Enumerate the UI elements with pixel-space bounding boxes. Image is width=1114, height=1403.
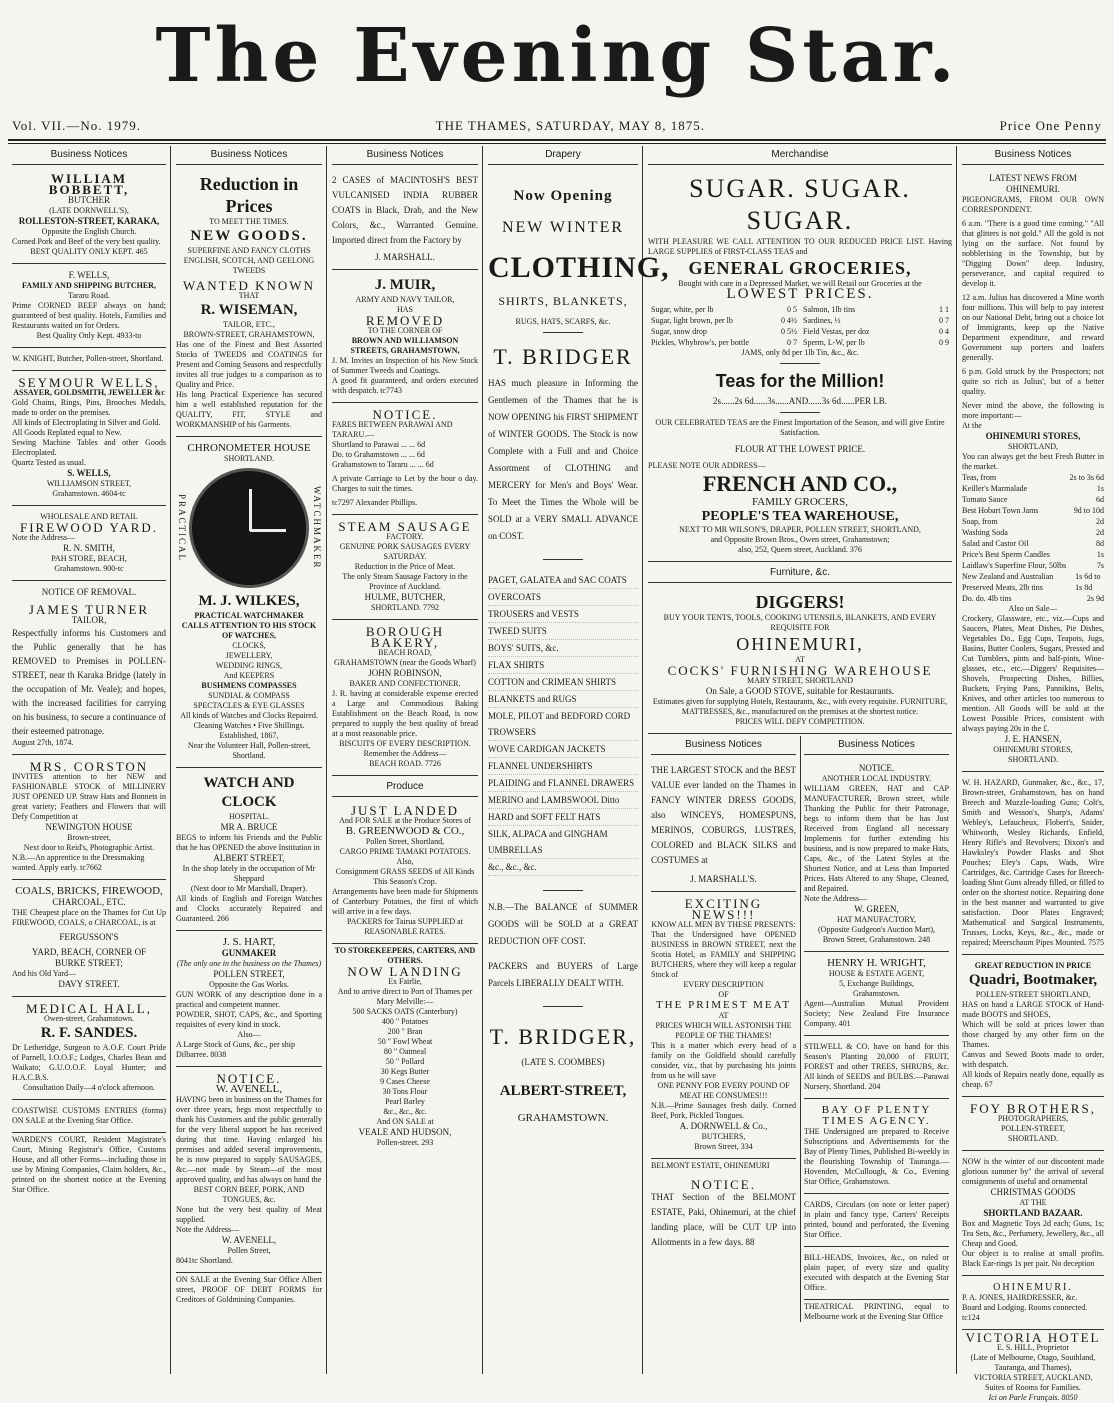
section-header: Business Notices [176, 146, 322, 165]
place-date: THE THAMES, SATURDAY, MAY 8, 1875. [435, 118, 706, 133]
business-notices-split: Business Notices THE LARGEST STOCK and the BEST VALUE ever landed on the Thames in FANCY WINTER DRESS GOODS, also WINCEYS, HOMESPUNS, MERINOS, COBURGS, LUSTRES, COLORED and BLACK SILKS and COSTUMES at J. MARSHALL'S. EXCITING NEWS!!! KNOW ALL MEN BY THESE PRESENTS: That the Undersigned have OPENED BUSINESS in BROWN STREET, next the Scotia Hotel, as FAMILY and SHIPPING BUTCHERS, where they will keep a regular Stock of EVERY DESCRIPTION OF THE PRIMEST MEAT AT PRICES WHICH WILL ASTONISH THE PEOPLE OF THE THAMES! This is a matter which every head of a family on the Goldfield should carefully consider, viz., that by purchasing his joints from us he will save ONE PENNY FOR EVERY POUND OF MEAT HE CONSUMES!!! N.B.—Prime Sausages fresh daily. Corned Beef, Pork, Pickled Tongues. A. DORNWELL & Co., BUTCHERS, Brown Street, 334 BELMONT ESTATE, OHINEMURI NOTICE. THAT Section of the BELMONT ESTATE, Paki, Ohinemuri, at the chief landing place, will be CUT UP into Allotments in a few days. 88 Business Notices NOTICE. ANOTHER LOCAL INDUSTRY. WILLIAM GREEN, HAT and CAP MANUFACTURER, Brown street, while Thanking the Public for their Patronage, begs to inform them that he has Just Received from England all necessary Implements for further extending his business, and is now prepared to make Hats, Caps, &c., of the Latest Styles at the Shortest Notice, and at Less than Imported Prices. Hats Altered to any Shape, Cleaned, and Repaired. Note the Address— W. GREEN, HAT MANUFACTORY, (Opposite Gudgeon's Auction Mart), Brown Street, Grahamstown. 248 HENRY H. WRIGHT, HOUSE & ESTATE AGENT, 5, Exchange Buildings, Grahamstown. Agent—Australian Mutual Provident Society; New Zealand Fire Insurance Company. 401 STILWELL & CO. have on hand for this Season's Planting 20,000 of FRUIT, FOREST and other TREES, SHRUBS, &c. All kinds of SEEDS and BULBS.—Parawai Nursery, Shortland. 204 BAY OF PLENTY TIMES AGENCY. THE Undersigned are prepared to Receive Subscriptions and Advertisements for the Bay of Plenty Times, Published Bi-weekly in the flourishing Township of Tauranga.—Hovenden, McCullough, & Co., Evening Star Office, Grahamstown. CARDS, Circulars (on note or letter paper) in plain and fancy type. Carters' Receipts printed, bound and perforated, the Evening Star Office. BILL-HEADS, Invoices, &c., on ruled or plain paper, of every size and quality executed with despatch at the Evening Star Office. THEATRICAL PRINTING, equal to Melbourne work at the Evening Star Office [648, 736, 952, 1322]
ad-shortland-bazaar: NOW is the winter of our discontent made glorious summer by" the arrival of several consignments of useful and ornamental CHRISTMAS GOODS AT THE SHORTLAND BAZAAR. Box and Magnetic Toys 2d each; Guns, 1s; Tea Sets, &c., Perfumery, Jewellery, &c., all Cheap and Good. Our object is to realise at small profits. Black Ear-rings 1s per pair. No deception [962, 1153, 1104, 1276]
ad-coastwise: COASTWISE CUSTOMS ENTRIES (forms) ON SALE at the Evening Star Office. [12, 1102, 166, 1133]
ad-marshalls-dress-goods: THE LARGEST STOCK and the BEST VALUE ever landed on the Thames in FANCY WINTER DRESS GOODS, also WINCEYS, HOMESPUNS, MERINOS, COBURGS, LUSTRES, COLORED and BLACK SILKS and COSTUMES at J. MARSHALL'S. [651, 759, 796, 892]
ad-victoria-hotel: VICTORIA HOTEL E. S. HILL, Proprietor (Late of Melbourne, Otago, Southland, Tauranga, and Thames), VICTORIA STREET, AUCKLAND, Suites of Rooms for Families. Ici on Parle Français. 8050 [965, 1330, 1101, 1402]
ad-greenwood: JUST LANDED And FOR SALE at the Produce Stores of B. GREENWOOD & CO., Pollen Street, Shortland, CARGO PRIME TAMAKI POTATOES. Also, Consignment GRASS SEEDS of All Kinds This Season's Crop. Arrangements have been made for Shipments of Canterbury Potatoes, the first of which will arrive in a few days. PACKERS for Tairua SUPPLIED at REASONABLE RATES. [332, 801, 478, 944]
section-header: Merchandise [648, 146, 952, 165]
ad-stilwell: STILWELL & CO. have on hand for this Season's Planting 20,000 of FRUIT, FOREST and other TREES, SHRUBS, &c. All kinds of SEEDS and BULBS.—Parawai Nursery, Shortland. 204 [804, 1038, 949, 1099]
column-5 [644, 146, 956, 1374]
ad-bridger: T. BRIDGER HAS much pleasure in Informing the Gentlemen of the Thames that he is NOW OPENING his FIRST SHIPMENT of WINTER GOODS. The Stock is now Complete with a Full and and Choice Assortment of CLOTHING and MERCERY for Men's and Boys' Wear. To Meet the Times the Whole will be SOLD at a VERY SMALL ADVANCE on COST. [488, 343, 638, 560]
stores-price-list: Teas, from 2s to 3s 6d Keiller's Marmalade 1s Tomato Sauce 6d Best Hobart Town Jams 9d to 10d Soap, from 2d Washing Soda 2d Salad and Castor Oil 8d Price's Best Sperm Candles 1s Laidlaw's Superfine Flour, 50lbs 7s New Zealand and Australian Preserved Meats, 2lb tins 1s 6d to 1s 8d Do. do. 4lb tins 2s 9d [962, 473, 1104, 603]
column-3 [328, 146, 482, 1374]
balance-notice: N.B.—The BALANCE of SUMMER GOODS will be SOLD at a GREAT REDUCTION OFF COST. PACKERS and BUYERS of Large Parcels LIBERALLY DEALT WITH. [488, 899, 638, 1007]
volume-number: Vol. VII.—No. 1979. [12, 118, 142, 133]
ad-chronometer-house: CHRONOMETER HOUSE SHORTLAND. PRACTICAL WATCHMAKER M. J. WILKES, PRACTICAL WATCHMAKER CALLS ATTENTION TO HIS STOCK OF WATCHES, CLOCKS, JEWELLERY, WEDDING RINGS, And KEEPERS BUSHMENS COMPASSES SUNDIAL & COMPASS SPECTACLES & EYE GLASSES All kinds of Watches and Clocks Repaired. Cleaning Watches • Five Shillings. Established, 1867, Near the Volunteer Hall, Pollen-street, Shortland. [176, 439, 322, 768]
column-divider [170, 146, 171, 1374]
column-1 [8, 146, 170, 1374]
ad-quadri-bootmaker: GREAT REDUCTION IN PRICE Quadri, Bootmaker, POLLEN-STREET SHORTLAND, HAS on hand a LARGE STOCK of Hand-made BOOTS and SHOES, Which will be sold at prices lower than those charged by any other firm on the Thames. Canvas and Sewed Boots made to order, with despatch. All kinds of Repairs neatly done, equally as cheap. 67 [962, 957, 1104, 1097]
ad-wells-butcher: F. WELLS, FAMILY AND SHIPPING BUTCHER, Tararu Road. Prime CORNED BEEF always on hand; guaranteed of best quality. Hotels, Families and Restaurants waited on for Orders. Best Quality Only Kept. 4933-to [12, 266, 166, 348]
section-header-furniture: Furniture, &c. [648, 564, 952, 583]
newspaper-title: The Evening Star. [155, 13, 959, 99]
clock-icon [189, 468, 309, 588]
ad-hazard-gunmaker: W. H. HAZARD, Gunmaker, &c., &c., 17, Brown-street, Grahamstown, has on hand Breech and Muzzle-loading Guns; Colt's, Smith and Wesson's, Sharp's, Adams' Webley's, Lefaucheux, Flobert's, Snider, Whitworth, Wesley Richards, Enfield, Henry Rifle's and Revolvers; Dixon's and Hawksley's Powder Flasks and Shot Pouches; Eley's Caps, Wads, Wire Cartridges, &c. Cartridge Cases for Breech-loading Shot Guns already filled, or filled to order on the shortest notice. Repairing done in the best manner and warranted to give satisfaction. Door Plates Engraved; Mathematical and Surgical Instruments, Trusses, Locks, Keys, &c., &c., made or repaired; Meerschaum Pipes Mounted. 7575 [962, 774, 1104, 955]
column-divider [956, 146, 957, 1374]
dateline [12, 114, 1102, 138]
column-divider [326, 146, 327, 1374]
section-header-produce: Produce [332, 778, 478, 797]
ad-borough-bakery: BOROUGH BAKERY, BEACH ROAD, GRAHAMSTOWN (near the Goods Wharf) JOHN ROBINSON, BAKER AND CONFECTIONER. J. R. having at considerable expense erected a Large and Commodious Baking Establishment on the Beach Road, is now prepared to supply the best quality of bread at a most reasonable price. BISCUITS OF EVERY DESCRIPTION. Remember the Address— BEACH ROAD. 7726 [332, 622, 478, 776]
masthead-rule-thin [8, 143, 1106, 144]
column-divider [482, 146, 483, 1374]
ad-bay-of-plenty: BAY OF PLENTY TIMES AGENCY. THE Undersigned are prepared to Receive Subscriptions and Advertisements for the Bay of Plenty Times, Published Bi-weekly in the flourishing Township of Tauranga.—Hovenden, McCullough, & Co., Evening Star Office, Grahamstown. [804, 1101, 949, 1194]
ad-wright-agent: HENRY H. WRIGHT, HOUSE & ESTATE AGENT, 5, Exchange Buildings, Grahamstown. Agent—Australian Mutual Provident Society; New Zealand Fire Insurance Company. 401 [804, 954, 949, 1036]
ad-winter-clothing: Now Opening NEW WINTER CLOTHING, SHIRTS, BLANKETS, RUGS, HATS, SCARFS, &c. [488, 187, 638, 333]
ad-ohinemuri-stores: LATEST NEWS FROM OHINEMURI. PIGEONGRAMS, FROM OUR OWN CORRESPONDENT. 6 a.m. "There is a good time coming." "All that glitters is not gold." All the gold is not lying on the surface. Not found by nobblerising in the Township, but by "Digging Down" deep. Industry, perseverance, and capital required to develop it. 12 a.m. Julius has discovered a Mine worth four millions. This will help to pay interest on our National Debt, bring out a choice lot of Immigrants, keep up the Native Department expenditure, and reward Government sup porters and loafers generally. 6 p.m. Gold struck by the Prospectors; not quite so rich as Julius', but of a better quality. Never mind the above, the following is more important:— At the OHINEMURI STORES, SHORTLAND, You can always get the best Fresh Butter in the market. Teas, from 2s to 3s 6d Keiller's Marmalade 1s Tomato Sauce 6d Best Hobart Town Jams 9d to 10d Soap, from 2d Washing Soda 2d Salad and Castor Oil 8d Price's Best Sperm Candles 1s Laidlaw's Superfine Flour, 50lbs 7s New Zealand and Australian Preserved Meats, 2lb tins 1s 6d to 1s 8d Do. do. 4lb tins 2s 9d Also on Sale— Crockery, Glassware, etc., viz.—Cups and Saucers, Plates, Meat Dishes, Pie Dishes, Vegetables Do., Egg Cups, Teapots, Jugs, Basins, Butter Coolers, Sugars, Pressed and Cut Tumblers, pints and half-pints, Wine-glasses, etc., etc.—Diggers' Requisites—Shovels, Prospecting Dishes, Billies, Buckets, Frying Pans, Pannikins, Belts, Knives, and other articles too numerous to mention. All Goods will be sold at the Lowest Possible Prices, consistent with always paying 20s in the £. J. E. HANSEN, OHINEMURI STORES, SHORTLAND. [962, 169, 1104, 772]
section-header: Drapery [488, 146, 638, 165]
ad-knight: W. KNIGHT, Butcher, Pollen-street, Shortland. [12, 350, 166, 371]
ad-watch-clock-hospital: WATCH AND CLOCK HOSPITAL. MR A. BRUCE BEGS to inform his Friends and the Public that he has OPENED the above Institution in ALBERT STREET, In the shop lately in the occupation of Mr Sheppard (Next door to Mr Marshall, Draper). All kinds of English and Foreign Watches and Clocks accurately Repaired and Guaranteed. 266 [176, 770, 322, 931]
ad-muir-tailor: J. MUIR, ARMY AND NAVY TAILOR, HAS REMOVED TO THE CORNER OF BROWN AND WILLIAMSON STREETS, GRAHAMSTOWN, J. M. Invites an Inspection of his New Stock of Summer Tweeds and Coatings. A good fit guaranteed, and orders executed with despatch. tc7743 [332, 272, 478, 403]
ad-cocks-warehouse: DIGGERS! BUY YOUR TENTS, TOOLS, COOKING UTENSILS, BLANKETS, AND EVERY REQUISITE FOR OHINEMURI, AT COCKS' FURNISHING WAREHOUSE MARY STREET, SHORTLAND On Sale, a GOOD STOVE, suitable for Restaurants. Estimates given for supplying Hotels, Restaurants, &c., with every requisite. FURNITURE, MATTRESSES, &c., manufactured on the premises at the shortest notice. PRICES WILL DEFY COMPETITION. [648, 587, 952, 734]
goods-list: PAGET, GALATEA and SAC COATS OVERCOATS TROUSERS and VESTS TWEED SUITS BOYS' SUITS, &c. FLAX SHIRTS COTTON and CRIMEAN SHIRTS BLANKETS and RUGS MOLE, PILOT and BEDFORD CORD TROWSERS WOVE CARDIGAN JACKETS FLANNEL UNDERSHIRTS PLAIDING and FLANNEL DRAWERS MERINO and LAMBSWOOL Ditto HARD and SOFT FELT HATS SILK, ALPACA and GINGHAM UMBRELLAS &c., &c., &c. [488, 572, 638, 876]
ad-steam-sausage: STEAM SAUSAGE FACTORY. GENUINE PORK SAUSAGES EVERY SATURDAY. Reduction in the Price of Meat. The only Steam Sausage Factory in the Province of Auckland. HULME, BUTCHER, SHORTLAND. 7792 [332, 517, 478, 620]
ad-fares: NOTICE. FARES BETWEEN PARAWAI AND TARARU.— Shortland to Parawai ... ... 6d Do. to Grahamstown ... ... 6d Grahamstown to Tararu ... ... 6d A private Carriage to Let by the hour o day. Charges to suit the times. tc7297 Alexander Phillips. [332, 405, 478, 515]
ad-foy-brothers: FOY BROTHERS, PHOTOGRAPHERS, POLLEN-STREET, SHORTLAND. [962, 1099, 1104, 1151]
ad-hart-gunmaker: J. S. HART, GUNMAKER (The only one in the business on the Thames) POLLEN STREET, Opposite the Gas Works. GUN WORK of any description done in a practical and competent manner. POWDER, SHOT, CAPS, &c., and Sporting requisites of every kind in stock. Also— A Large Stock of Guns, &c., per ship Dilbarree. 8038 [176, 933, 322, 1067]
ad-medical-hall: MEDICAL HALL, Owen-street, Grahamstown. R. F. SANDES. Dr Letheridge, Surgeon to A.O.F. Court Pride of Parnell, I.O.O.F.; Lodges, Charles Bean and Waikato; G.U.O.O.F. Loyal Hunter; and H.A.C.B.S. Consultation Daily—4 o'clock afternoon. [12, 999, 166, 1100]
ad-belmont-estate: BELMONT ESTATE, OHINEMURI NOTICE. THAT Section of the BELMONT ESTATE, Paki, Ohinemuri, at the chief landing place, will be CUT UP into Allotments in a few days. 88 [651, 1161, 796, 1247]
ad-firewood-yard: WHOLESALE AND RETAIL FIREWOOD YARD. Note the Address— R. N. SMITH, PAH STORE, BEACH, Grahamstown. 900-tc [12, 508, 166, 581]
ad-dornwell-butchers: EXCITING NEWS!!! KNOW ALL MEN BY THESE PRESENTS: That the Undersigned have OPENED BUSINESS in BROWN STREET, next the Scotia Hotel, as FAMILY and SHIPPING BUTCHERS, where they will keep a regular Stock of EVERY DESCRIPTION OF THE PRIMEST MEAT AT PRICES WHICH WILL ASTONISH THE PEOPLE OF THE THAMES! This is a matter which every head of a family on the Goldfield should carefully consider, viz., that by purchasing his joints from us he will save ONE PENNY FOR EVERY POUND OF MEAT HE CONSUMES!!! N.B.—Prime Sausages fresh daily. Corned Beef, Pork, Pickled Tongues. A. DORNWELL & Co., BUTCHERS, Brown Street, 334 [651, 894, 796, 1159]
ad-cards: CARDS, Circulars (on note or letter paper) in plain and fancy type. Carters' Receipts printed, bound and perforated, the Evening Star Office. [804, 1196, 949, 1247]
ad-corston: MRS. CORSTON INVITES attention to her NEW and FASHIONABLE STOCK of MILLINERY JUST OPENED UP. Straw Hats and Bonnets in great variety; Feathers and Flowers that will Defy Competition at NEWINGTON HOUSE Brown-street, Next door to Reid's, Photographic Artist. N.B.—An apprentice to the Dressmaking wanted. Apply early. tc7662 [12, 757, 166, 880]
ad-wiseman: Reduction in Prices TO MEET THE TIMES. NEW GOODS. SUPERFINE AND FANCY CLOTHS ENGLISH, SCOTCH, AND GEELONG TWEEDS WANTED KNOWN THAT R. WISEMAN, TAILOR, ETC., BROWN-STREET, GRAHAMSTOWN, Has one of the Finest and Best Assorted Stocks of TWEEDS and COATINGS for Present and Coming Seasons and respectfully invites all true judges to a comparison as to Quality and Price. His long Practical Experience has secured him a well established reputation for the QUALITY, FIT, STYLE and WORKMANSHIP of his Garments. [176, 169, 322, 437]
section-header: Business Notices [332, 146, 478, 165]
ad-french-and-co: SUGAR. SUGAR. SUGAR. WITH PLEASURE WE CALL ATTENTION TO OUR REDUCED PRICE LIST. Having LARGE SUPPLIES of FIRST-CLASS TEAS and GENERAL GROCERIES, Bought with care in a Depressed Market, we will Retail our Groceries at the LOWEST PRICES. Sugar, white, per lb 0 5 Sugar, light brown, per lb 0 4½ Sugar, snow drop 0 5½ Pickles, Whybrow's, per bottle 0 7 Salmon, 1lb tins 1 1 Sardines, ½ 0 7 Field Vestas, per doz 0 4 Sperm, L-W, per lb 0 9 JAMS, only 8d per 1lb Tin, &c., &c. Teas for the Million! 2s......2s 6d......3s......AND......3s 6d......PER LB. OUR CELEBRATED TEAS are the Finest Importation of the Season, and will give Entire Satisfaction. FLOUR AT THE LOWEST PRICE. PLEASE NOTE OUR ADDRESS— FRENCH AND CO., FAMILY GROCERS, PEOPLE'S TEA WAREHOUSE, NEXT TO MR WILSON'S, DRAPER, POLLEN STREET, SHORTLAND, and Opposite Brown Bros., Owen street, Grahamstown; also, 252, Queen street, Auckland. 376 [648, 169, 952, 562]
column-4 [484, 146, 670, 1374]
ad-theatrical-printing: THEATRICAL PRINTING, equal to Melbourne work at the Evening Star Office [804, 1302, 949, 1321]
ad-coals: COALS, BRICKS, FIREWOOD, CHARCOAL, ETC. THE Cheapest place on the Thames for Cut Up FIREWOOD, COALS, o CHARCOAL, is at FERGUSSON'S YARD, BEACH, CORNER OF BURKE STREET; And his Old Yard— DAVY STREET. [12, 882, 166, 997]
section-header: Business Notices [962, 146, 1104, 165]
ad-warden: WARDEN'S COURT, Resident Magistrate's Court, Mining Registrar's Office, Customs House, and all other Forms—including those in use by Mining Companies, Claim holders, &c., printed on the shortest notice at the Evening Star Office. [12, 1135, 166, 1194]
ad-jones-hairdresser: OHINEMURI. P. A. JONES, HAIRDRESSER, &c. Board and Lodging. Rooms connected. tc124 [962, 1278, 1104, 1330]
column-divider [642, 146, 643, 1374]
ad-billheads: BILL-HEADS, Invoices, &c., on ruled or plain paper, of every size and quality executed with despatch at the Evening Star Office. [804, 1249, 949, 1300]
column-6 [958, 146, 1108, 1402]
ad-proof-of-debt: ON SALE at the Evening Star Office Albert street, PROOF OF DEBT FORMS for Creditors of Goldmining Companies. [176, 1275, 322, 1304]
ad-marshall-coats: 2 CASES of MACINTOSH'S BEST VULCANISED INDIA RUBBER COATS in Black, Drab, and the New Colors, &c., Warranted Genuine. Imported direct from the Factory by J. MARSHALL. [332, 169, 478, 270]
ad-avenell: NOTICE. W. AVENELL, HAVING been in business on the Thames for over three years, begs most respectfully to thank his Customers and the public generally for the very liberal support he has received during that time. Having enlarged his premises and added several improvements, he is now prepared to supply SAUSAGES, &c.—not made by Steam—of the most approved quality, and has always on hand the BEST CORN BEEF, PORK, AND TONGUES, &c. None but the very best quality of Meat supplied. Note the Address— W. AVENELL, Pollen Street, 8041tc Shortland. [176, 1069, 322, 1273]
bridger-address: T. BRIDGER, (LATE S. COOMBES) ALBERT-STREET, GRAHAMSTOWN. [489, 1024, 637, 1124]
ad-veale-hudson: TO STOREKEEPERS, CARTERS, AND OTHERS. NOW LANDING Ex Fairlie, And to arrive direct to Port of Thames per Mary Melville:— 500 SACKS OATS (Canterbury) 400 " Potatoes 200 " Bran 50 " Fowl Wheat 80 " Oatmeal 50 " Pollard 30 Kegs Butter 9 Cases Cheese 30 Tons Flour Pearl Barley &c., &c., &c. And ON SALE at VEALE AND HUDSON, Pollen-street. 293 [334, 946, 476, 1147]
ad-seymour-wells: SEYMOUR WELLS, ASSAYER, GOLDSMITH, JEWELLER &c Gold Chains, Rings, Pins, Brooches Medals, made to order on the premises. All kinds of Electroplating in Silver and Gold. All Goods Replated equal to New. Sewing Machine Tables and other Goods Electroplated. Quartz Tested as usual. S. WELLS, WILLIAMSON STREET, Grahamstown. 4604-tc [12, 373, 166, 506]
masthead [0, 0, 1114, 112]
ad-green-hats: NOTICE. ANOTHER LOCAL INDUSTRY. WILLIAM GREEN, HAT and CAP MANUFACTURER, Brown street, while Thanking the Public for their Patronage, begs to inform them that he has Just Received from England all necessary Implements for further extending his business, and is now prepared to make Hats, Caps, &c., of the Latest Styles at the Shortest Notice, and at Less than Imported Prices. Hats Altered to any Shape, Cleaned, and Repaired. Note the Address— W. GREEN, HAT MANUFACTORY, (Opposite Gudgeon's Auction Mart), Brown Street, Grahamstown. 248 [804, 759, 949, 952]
masthead-rule [8, 139, 1106, 141]
section-header: Business Notices [12, 146, 166, 165]
sugar-price-list: Sugar, white, per lb 0 5 Sugar, light brown, per lb 0 4½ Sugar, snow drop 0 5½ Pickles, Whybrow's, per bottle 0 7 Salmon, 1lb tins 1 1 Sardines, ½ 0 7 Field Vestas, per doz 0 4 Sperm, L-W, per lb 0 9 [651, 305, 949, 347]
vertical-label-watchmaker: WATCHMAKER [312, 486, 322, 570]
vertical-label-practical: PRACTICAL [177, 493, 187, 562]
ad-removal-turner: NOTICE OF REMOVAL. JAMES TURNER TAILOR, Respectfully informs his Customers and the Public generally that he has REMOVED to Premises in POLLEN-STREET, near th Karaka Bridge (lately in the occupation of Mr. Veale); and hopes, with the increased facilities for carrying on his business, to secure a continuance of their esteemed patronage. August 27th, 1874. [12, 583, 166, 755]
ad-bobbett: WILLIAM BOBBETT, BUTCHER (LATE DORNWELL'S), ROLLESTON-STREET, KARAKA, Opposite the English Church. Corned Pork and Beef of the very best quality. BEST QUALITY ONLY KEPT. 465 [12, 169, 166, 264]
price: Price One Penny [999, 118, 1102, 133]
column-2 [172, 146, 326, 1374]
